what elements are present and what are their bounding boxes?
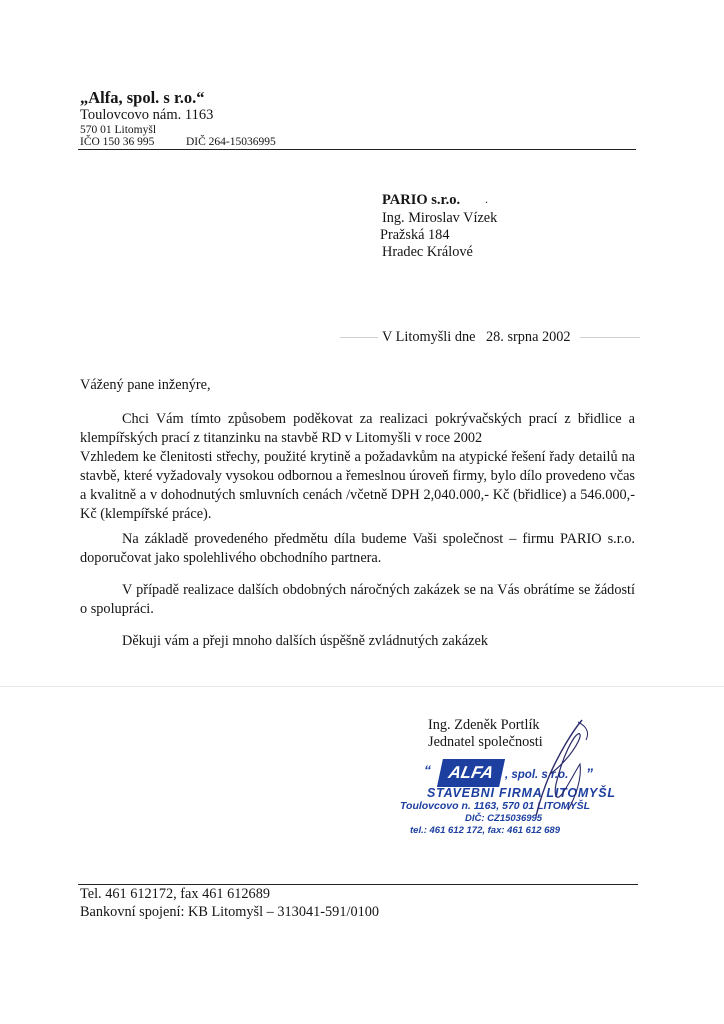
sender-street: Toulovcovo nám. 1163	[80, 107, 214, 123]
paragraph-cooperation: V případě realizace dalších obdobných náročných zakázek se na Vás obrátíme se žádostí o spolupráci.	[80, 582, 635, 617]
stamp-logo: ALFA	[437, 759, 505, 787]
footer-bank: Bankovní spojení: KB Litomyšl – 313041-591/0100	[80, 904, 380, 920]
recipient-person: Ing. Miroslav Vízek	[382, 210, 498, 226]
date-value: 28. srpna 2002	[486, 329, 571, 345]
recipient-street: Pražská 184	[380, 227, 450, 243]
scan-line	[0, 686, 724, 687]
paragraph-details: Vzhledem ke členitosti střechy, použité krytině a požadavkům na atypické řešení řady detailů na stavbě, které vyžadovaly vysokou odbornou a řemeslnou úroveň firmy, bylo dílo provedeno včas a kvalitně a v dohodnutých smluvních cenách /včetně DPH 2,040.000,- Kč (břidlice) a 546.000,- Kč (klempířské práce).	[80, 449, 635, 522]
recipient-city: Hradec Králové	[382, 244, 473, 260]
signature-title: Jednatel společnosti	[428, 734, 543, 750]
paragraph-recommendation: Na základě provedeného předmětu díla budeme Vaši společnost – firmu PARIO s.r.o. doporučovat jako spolehlivého obchodního partnera.	[80, 531, 635, 566]
letterhead-rule	[78, 149, 636, 150]
sender-ico: IČO 150 36 995	[80, 136, 155, 148]
recipient-company: PARIO s.r.o.	[382, 192, 461, 208]
handwritten-signature	[520, 712, 610, 832]
date-rule-left	[340, 337, 378, 338]
stamp-line1: STAVEBNÍ FIRMA LITOMYŠL	[427, 786, 616, 800]
stamp-quote-open: “	[424, 762, 431, 778]
stamp-line4: tel.: 461 612 172, fax: 461 612 689	[410, 825, 561, 836]
sender-name: „Alfa, spol. s r.o.“	[80, 88, 205, 107]
stamp-line3: DIČ: CZ15036995	[465, 813, 543, 824]
signature-name: Ing. Zdeněk Portlík	[428, 717, 540, 733]
paragraph-closing: Děkuji vám a přeji mnoho dalších úspěšně zvládnutých zakázek	[122, 633, 489, 649]
stamp-line2: Toulovcovo n. 1163, 570 01 LITOMYŠL	[400, 800, 591, 812]
footer-phone: Tel. 461 612172, fax 461 612689	[80, 886, 270, 902]
sender-city: 570 01 Litomyšl	[80, 124, 157, 136]
stamp-quote-close: ”	[586, 765, 593, 781]
recipient-mark: .	[485, 192, 488, 206]
salutation: Vážený pane inženýre,	[80, 377, 211, 393]
stamp-suffix: , spol. s r.o.	[505, 769, 569, 781]
sender-dic: DIČ 264-15036995	[186, 136, 276, 148]
date-rule-right	[580, 337, 640, 338]
date-place: V Litomyšli dne	[382, 329, 476, 345]
paragraph-thanks: Chci Vám tímto způsobem poděkovat za realizaci pokrývačských prací z břidlice a klempířských prací z titanzinku na stavbě RD v Litomyšli v roce 2002	[80, 411, 635, 446]
footer-rule	[78, 884, 638, 885]
